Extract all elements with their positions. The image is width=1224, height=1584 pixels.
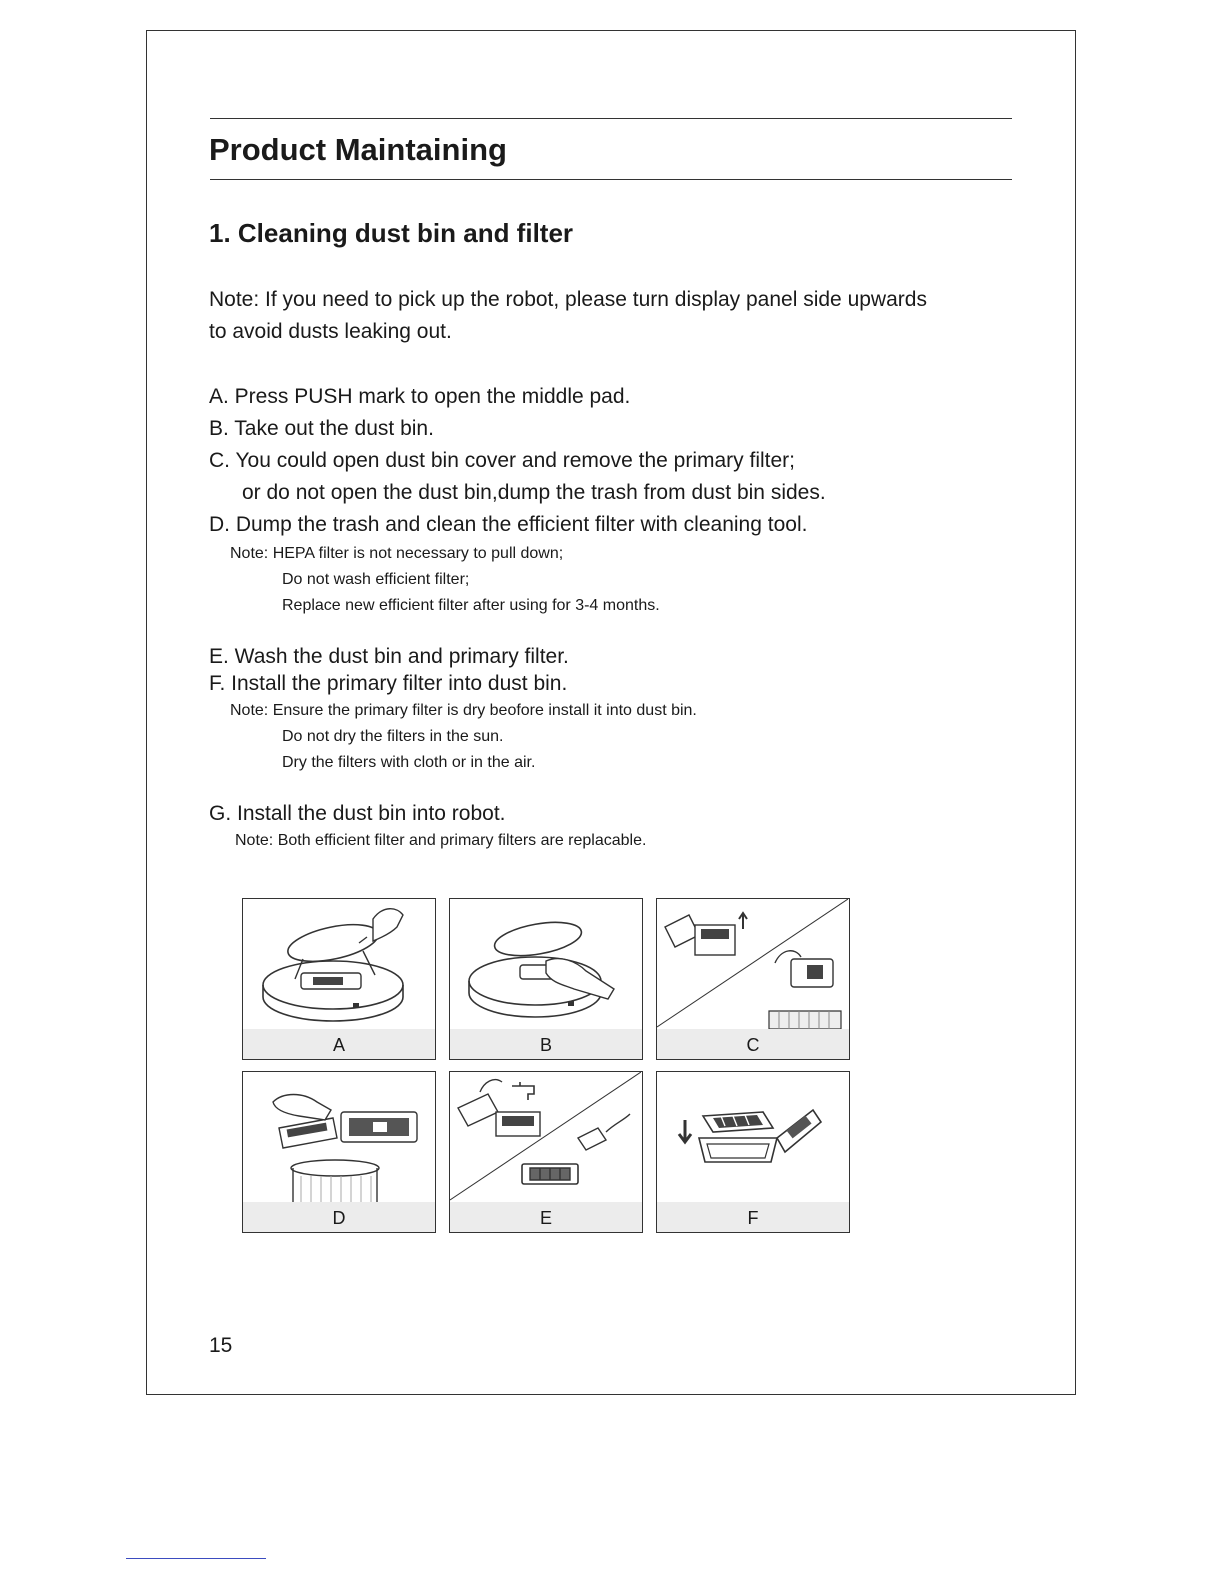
figure-c xyxy=(656,898,850,1060)
step-d: D. Dump the trash and clean the efficient filter with cleaning tool. xyxy=(209,513,808,536)
step-f-note-2: Do not dry the filters in the sun. xyxy=(282,728,504,745)
wash-bin-and-filter-illustration xyxy=(450,1072,641,1202)
install-primary-filter-illustration xyxy=(657,1072,848,1202)
step-b: B. Take out the dust bin. xyxy=(209,417,434,440)
figure-e xyxy=(449,1071,643,1233)
footer-link-line xyxy=(126,1558,266,1559)
step-e: E. Wash the dust bin and primary filter. xyxy=(209,645,569,668)
step-g-note: Note: Both efficient filter and primary filters are replacable. xyxy=(235,832,647,849)
step-d-note-3: Replace new efficient filter after using for 3-4 months. xyxy=(282,597,660,614)
figure-e-label: E xyxy=(450,1202,642,1232)
page-title: Product Maintaining xyxy=(209,132,507,167)
intro-note-line-2: to avoid dusts leaking out. xyxy=(209,320,452,343)
figure-a xyxy=(242,898,436,1060)
step-d-note-2: Do not wash efficient filter; xyxy=(282,571,470,588)
step-c-line-2: or do not open the dust bin,dump the trash from dust bin sides. xyxy=(242,481,826,504)
top-rule xyxy=(210,118,1012,119)
step-c-line-1: C. You could open dust bin cover and remove the primary filter; xyxy=(209,449,795,472)
step-f: F. Install the primary filter into dust bin. xyxy=(209,672,568,695)
open-bin-and-dump-illustration xyxy=(657,899,848,1029)
figure-b-label: B xyxy=(450,1029,642,1059)
intro-note-line-1: Note: If you need to pick up the robot, please turn display panel side upwards xyxy=(209,288,927,311)
figure-a-label: A xyxy=(243,1029,435,1059)
step-d-note-1: Note: HEPA filter is not necessary to pull down; xyxy=(230,545,564,562)
figure-f-label: F xyxy=(657,1202,849,1232)
step-f-note-3: Dry the filters with cloth or in the air. xyxy=(282,754,536,771)
figure-d xyxy=(242,1071,436,1233)
figure-c-label: C xyxy=(657,1029,849,1059)
figure-b xyxy=(449,898,643,1060)
page-number: 15 xyxy=(209,1334,233,1357)
step-a: A. Press PUSH mark to open the middle pad. xyxy=(209,385,631,408)
figure-d-label: D xyxy=(243,1202,435,1232)
figure-f xyxy=(656,1071,850,1233)
clean-efficient-filter-illustration xyxy=(243,1072,434,1202)
section-heading: 1. Cleaning dust bin and filter xyxy=(209,218,574,248)
title-underline xyxy=(210,179,1012,180)
robot-open-lid-illustration xyxy=(243,899,434,1029)
remove-dust-bin-illustration xyxy=(450,899,641,1029)
step-f-note-1: Note: Ensure the primary filter is dry beofore install it into dust bin. xyxy=(230,702,697,719)
step-g: G. Install the dust bin into robot. xyxy=(209,802,506,825)
